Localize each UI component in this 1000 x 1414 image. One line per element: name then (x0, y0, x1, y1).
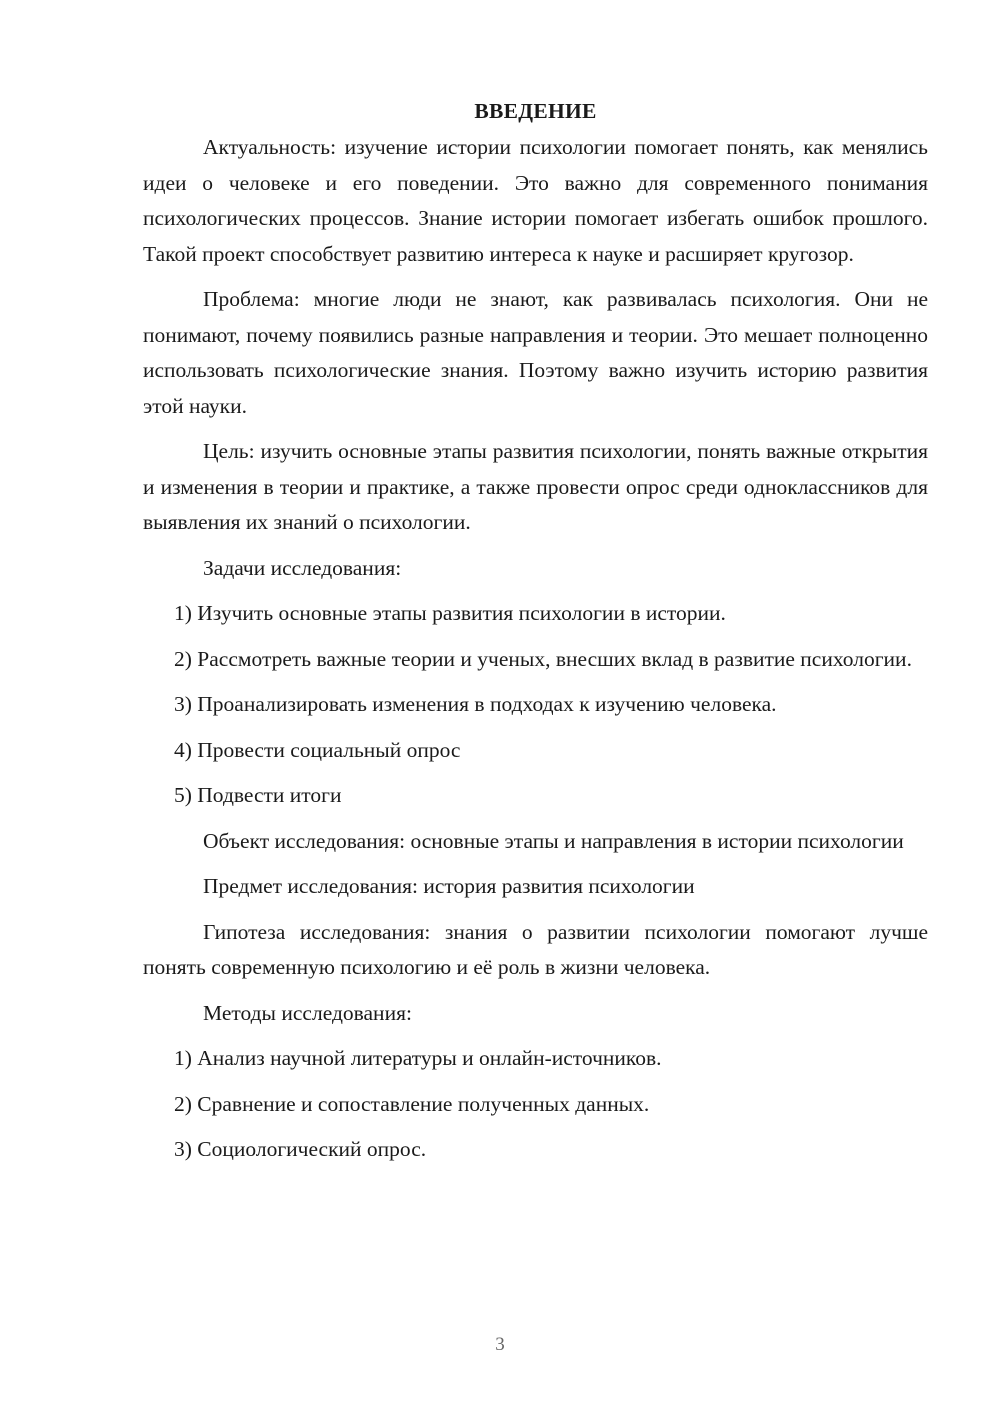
relevance-paragraph: Актуальность: изучение истории психологии помогает понять, как менялись идеи о человеке и его поведении. Это важно для современного понимания психологических процессов. Знание истории помогает избегать ошибок прошлого. Такой проект способствует развитию интереса к науке и расширяет кругозор. (143, 135, 928, 266)
object-paragraph: Объект исследования: основные этапы и направления в истории психологии (203, 828, 904, 853)
problem-paragraph: Проблема: многие люди не знают, как развивалась психология. Они не понимают, почему появились разные направления и теории. Это мешает полноценно использовать психологические знания. Поэтому важно изучить историю развития этой науки. (143, 287, 928, 418)
section-title: ВВЕДЕНИЕ (474, 99, 597, 123)
task-item: 5) Подвести итоги (174, 783, 342, 807)
page-number: 3 (495, 1334, 505, 1355)
tasks-heading: Задачи исследования: (203, 555, 402, 580)
method-item: 3) Социологический опрос. (174, 1137, 427, 1161)
goal-paragraph: Цель: изучить основные этапы развития психологии, понять важные открытия и изменения в теории и практике, а также провести опрос среди одноклассников для выявления их знаний о психологии. (143, 439, 928, 534)
method-item: 2) Сравнение и сопоставление полученных данных. (174, 1091, 650, 1116)
hypothesis-paragraph: Гипотеза исследования: знания о развитии психологии помогают лучше понять современную психологию и её роль в жизни человека. (143, 919, 928, 979)
subject-paragraph: Предмет исследования: история развития психологии (203, 874, 695, 898)
task-item: 3) Проанализировать изменения в подходах к изучению человека. (174, 692, 777, 716)
task-item: 4) Провести социальный опрос (174, 737, 461, 762)
method-item: 1) Анализ научной литературы и онлайн-источников. (174, 1046, 662, 1070)
methods-heading: Методы исследования: (203, 1000, 412, 1025)
task-item: 1) Изучить основные этапы развития психологии в истории. (174, 601, 726, 625)
task-item: 2) Рассмотреть важные теории и ученых, внесших вклад в развитие психологии. (174, 646, 912, 671)
document-page (143, 96, 928, 1178)
